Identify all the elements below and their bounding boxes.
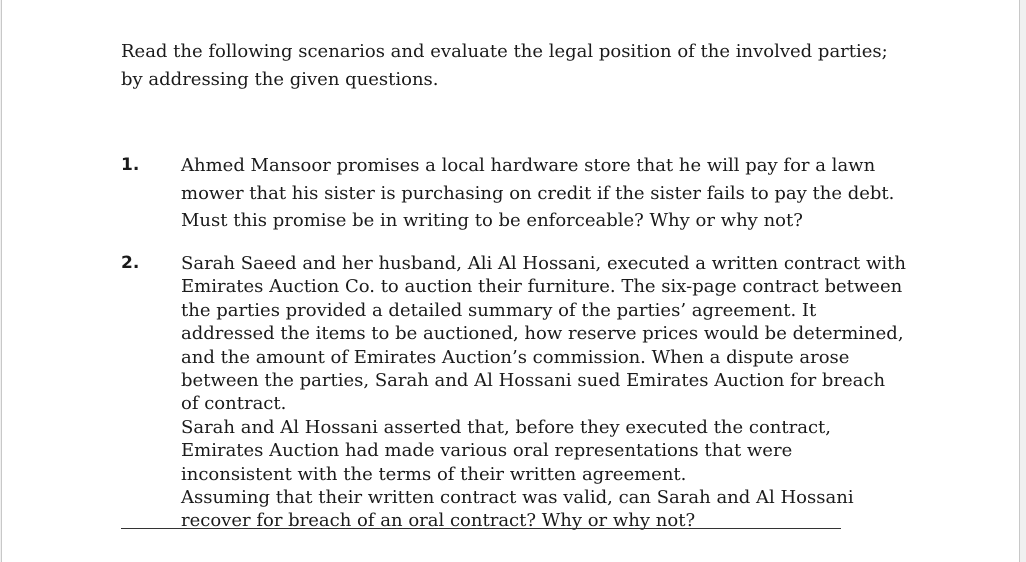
question-1-paragraph: Ahmed Mansoor promises a local hardware store that he will pay for a lawn mower that his sister is purchasing on credit if the sister fails to pay the debt. Must this promise be in writing to be enforceable? Why or why not? — [181, 155, 895, 231]
document-page — [1, 0, 1020, 562]
question-2-number: 2. — [121, 253, 140, 273]
intro-paragraph: Read the following scenarios and evaluate the legal position of the involved parties; by addressing the given questions. — [121, 41, 888, 90]
horizontal-rule — [121, 528, 841, 529]
question-1-text — [181, 152, 906, 235]
question-2-paragraph-2: Sarah and Al Hossani asserted that, before they executed the contract, Emirates Auction had made various oral representations that were inconsistent with the terms of their written agreement. — [181, 416, 831, 485]
question-1-number: 1. — [121, 155, 140, 175]
question-2-text — [181, 252, 906, 533]
question-2-paragraph-1: Sarah Saeed and her husband, Ali Al Hossani, executed a written contract with Emirates Auction Co. to auction their furniture. The six-page contract between the parties provided a detailed summary of the parties’ agreement. It addressed the items to be auctioned, how reserve prices would be determined, and the amount of Emirates Auction’s commission. When a dispute arose between the parties, Sarah and Al Hossani sued Emirates Auction for breach of contract. — [181, 253, 906, 415]
question-2-paragraph-3: Assuming that their written contract was valid, can Sarah and Al Hossani recover for breach of an oral contract? Why or why not? — [181, 487, 854, 532]
